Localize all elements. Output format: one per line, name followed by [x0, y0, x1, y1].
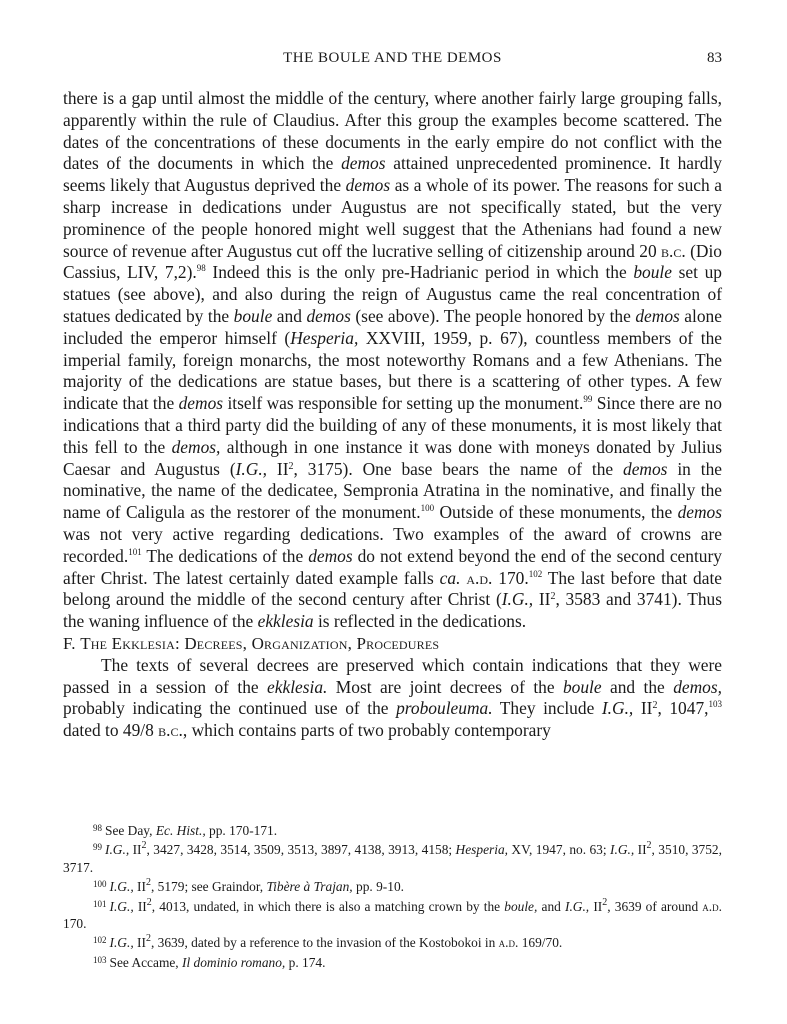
paragraph-ekklesia-decrees: The texts of several decrees are preserved which contain indications that they were passed in a session of the ekklesia. Most are joint decrees of the boule and the demos, probably indicating the continued use of the probouleuma. They include I.G., $II^2$, 1047,$^{103}$ dated to 49/8 b.c., which contains parts of two probably contemporary	[63, 654, 722, 741]
footnote-98: $^{98}$ See Day, Ec. Hist., pp. 170-171.	[93, 823, 278, 838]
footnote-ref-103[interactable]: 103	[708, 699, 722, 710]
footnote-ref-101[interactable]: 101	[128, 546, 142, 557]
section-title: The Ekklesia: Decrees, Organization, Procedures	[80, 633, 440, 653]
footnote-101: $^{101}$ I.G., $II^2$, 4013, undated, in which there is also a matching crown by the boule, and I.G., $II^2$, 3639 of around a.d. 170.	[63, 896, 722, 932]
footnote-99: $^{99}$ I.G., $II^2$, 3427, 3428, 3514, 3509, 3513, 3897, 4138, 3913, 4158; Hesperia, XV, 1947, no. 63; I.G., $II^2$, 3510, 3752, 3717.	[63, 840, 722, 875]
footnote-100: $^{100}$ I.G., $II^2$, 5179; see Graindor, Tibère à Trajan, pp. 9-10.	[93, 877, 404, 895]
running-title: THE BOULE AND THE DEMOS	[283, 50, 502, 66]
footnote-102: $^{102}$ I.G., $II^2$, 3639, dated by a reference to the invasion of the Kostobokoi in a.d. 169/70.	[93, 933, 563, 951]
footnote-ref-98[interactable]: 98	[196, 263, 206, 274]
footnote-ref-100[interactable]: 100	[420, 503, 435, 514]
footnote-ref-99[interactable]: 99	[583, 394, 593, 405]
paragraph-demos-dedications: there is a gap until almost the middle of the century, where another fairly large grouping falls, apparently within the rule of Claudius. After this group the examples become scattered. The dates of the concentrations of these documents in the early empire do not conflict with the dates of the documents in which the demos attained unprecedented prominence. It hardly seems likely that Augustus deprived the demos as a whole of its power. The reasons for such a sharp increase in dedications under Augustus are not specifically stated, but the very prominence of the people honored might well suggest that the Athenians had found a new source of revenue after Augustus cut off the lucrative selling of citizenship around 20 b.c. (Dio Cassius, LIV, 7,2).$^{98}$ Indeed this is the only pre-Hadrianic period in which the boule set up statues (see above), and also during the reign of Augustus came the real concentration of statues dedicated by the boule and demos (see above). The people honored by the demos alone included the emperor himself (Hesperia, XXVIII, 1959, p. 67), countless members of the imperial family, foreign monarchs, the most noteworthy Romans and a few Athenians. The majority of the dedications are statue bases, but there is a scattering of other types. A few indicate that the demos itself was responsible for setting up the monument.$^{99}$ Since there are no indications that a third party did the building of any of these monuments, it is most likely that this fell to the demos, although in one instance it was done with moneys donated by Julius Caesar and Augustus (I.G., $II^2$, 3175). One base bears the name of the demos in the nominative, the name of the dedicatee, Sempronia Atratina in the nominative, and finally the name of Caligula as the restorer of the monument.$^{100}$ Outside of these monuments, the demos was not very active regarding dedications. Two examples of the award of crowns are recorded.$^{101}$ The dedications of the demos do not extend beyond the end of the second century after Christ. The latest certainly dated example falls ca. a.d. 170.$^{102}$ The last before that date belong around the middle of the second century after Christ (I.G., $II^2$, 3583 and 3741). Thus the waning influence of the ekklesia is reflected in the dedications.	[63, 88, 723, 632]
main-text	[63, 88, 722, 742]
page-number: 83	[707, 50, 722, 66]
running-head	[63, 50, 722, 72]
footnote-103: $^{103}$ See Accame, Il dominio romano, p. 174.	[93, 954, 326, 970]
section-heading: F. The Ekklesia: Decrees, Organization, Procedures	[63, 633, 440, 653]
footnotes	[63, 820, 722, 971]
footnote-ref-102[interactable]: 102	[528, 568, 543, 579]
